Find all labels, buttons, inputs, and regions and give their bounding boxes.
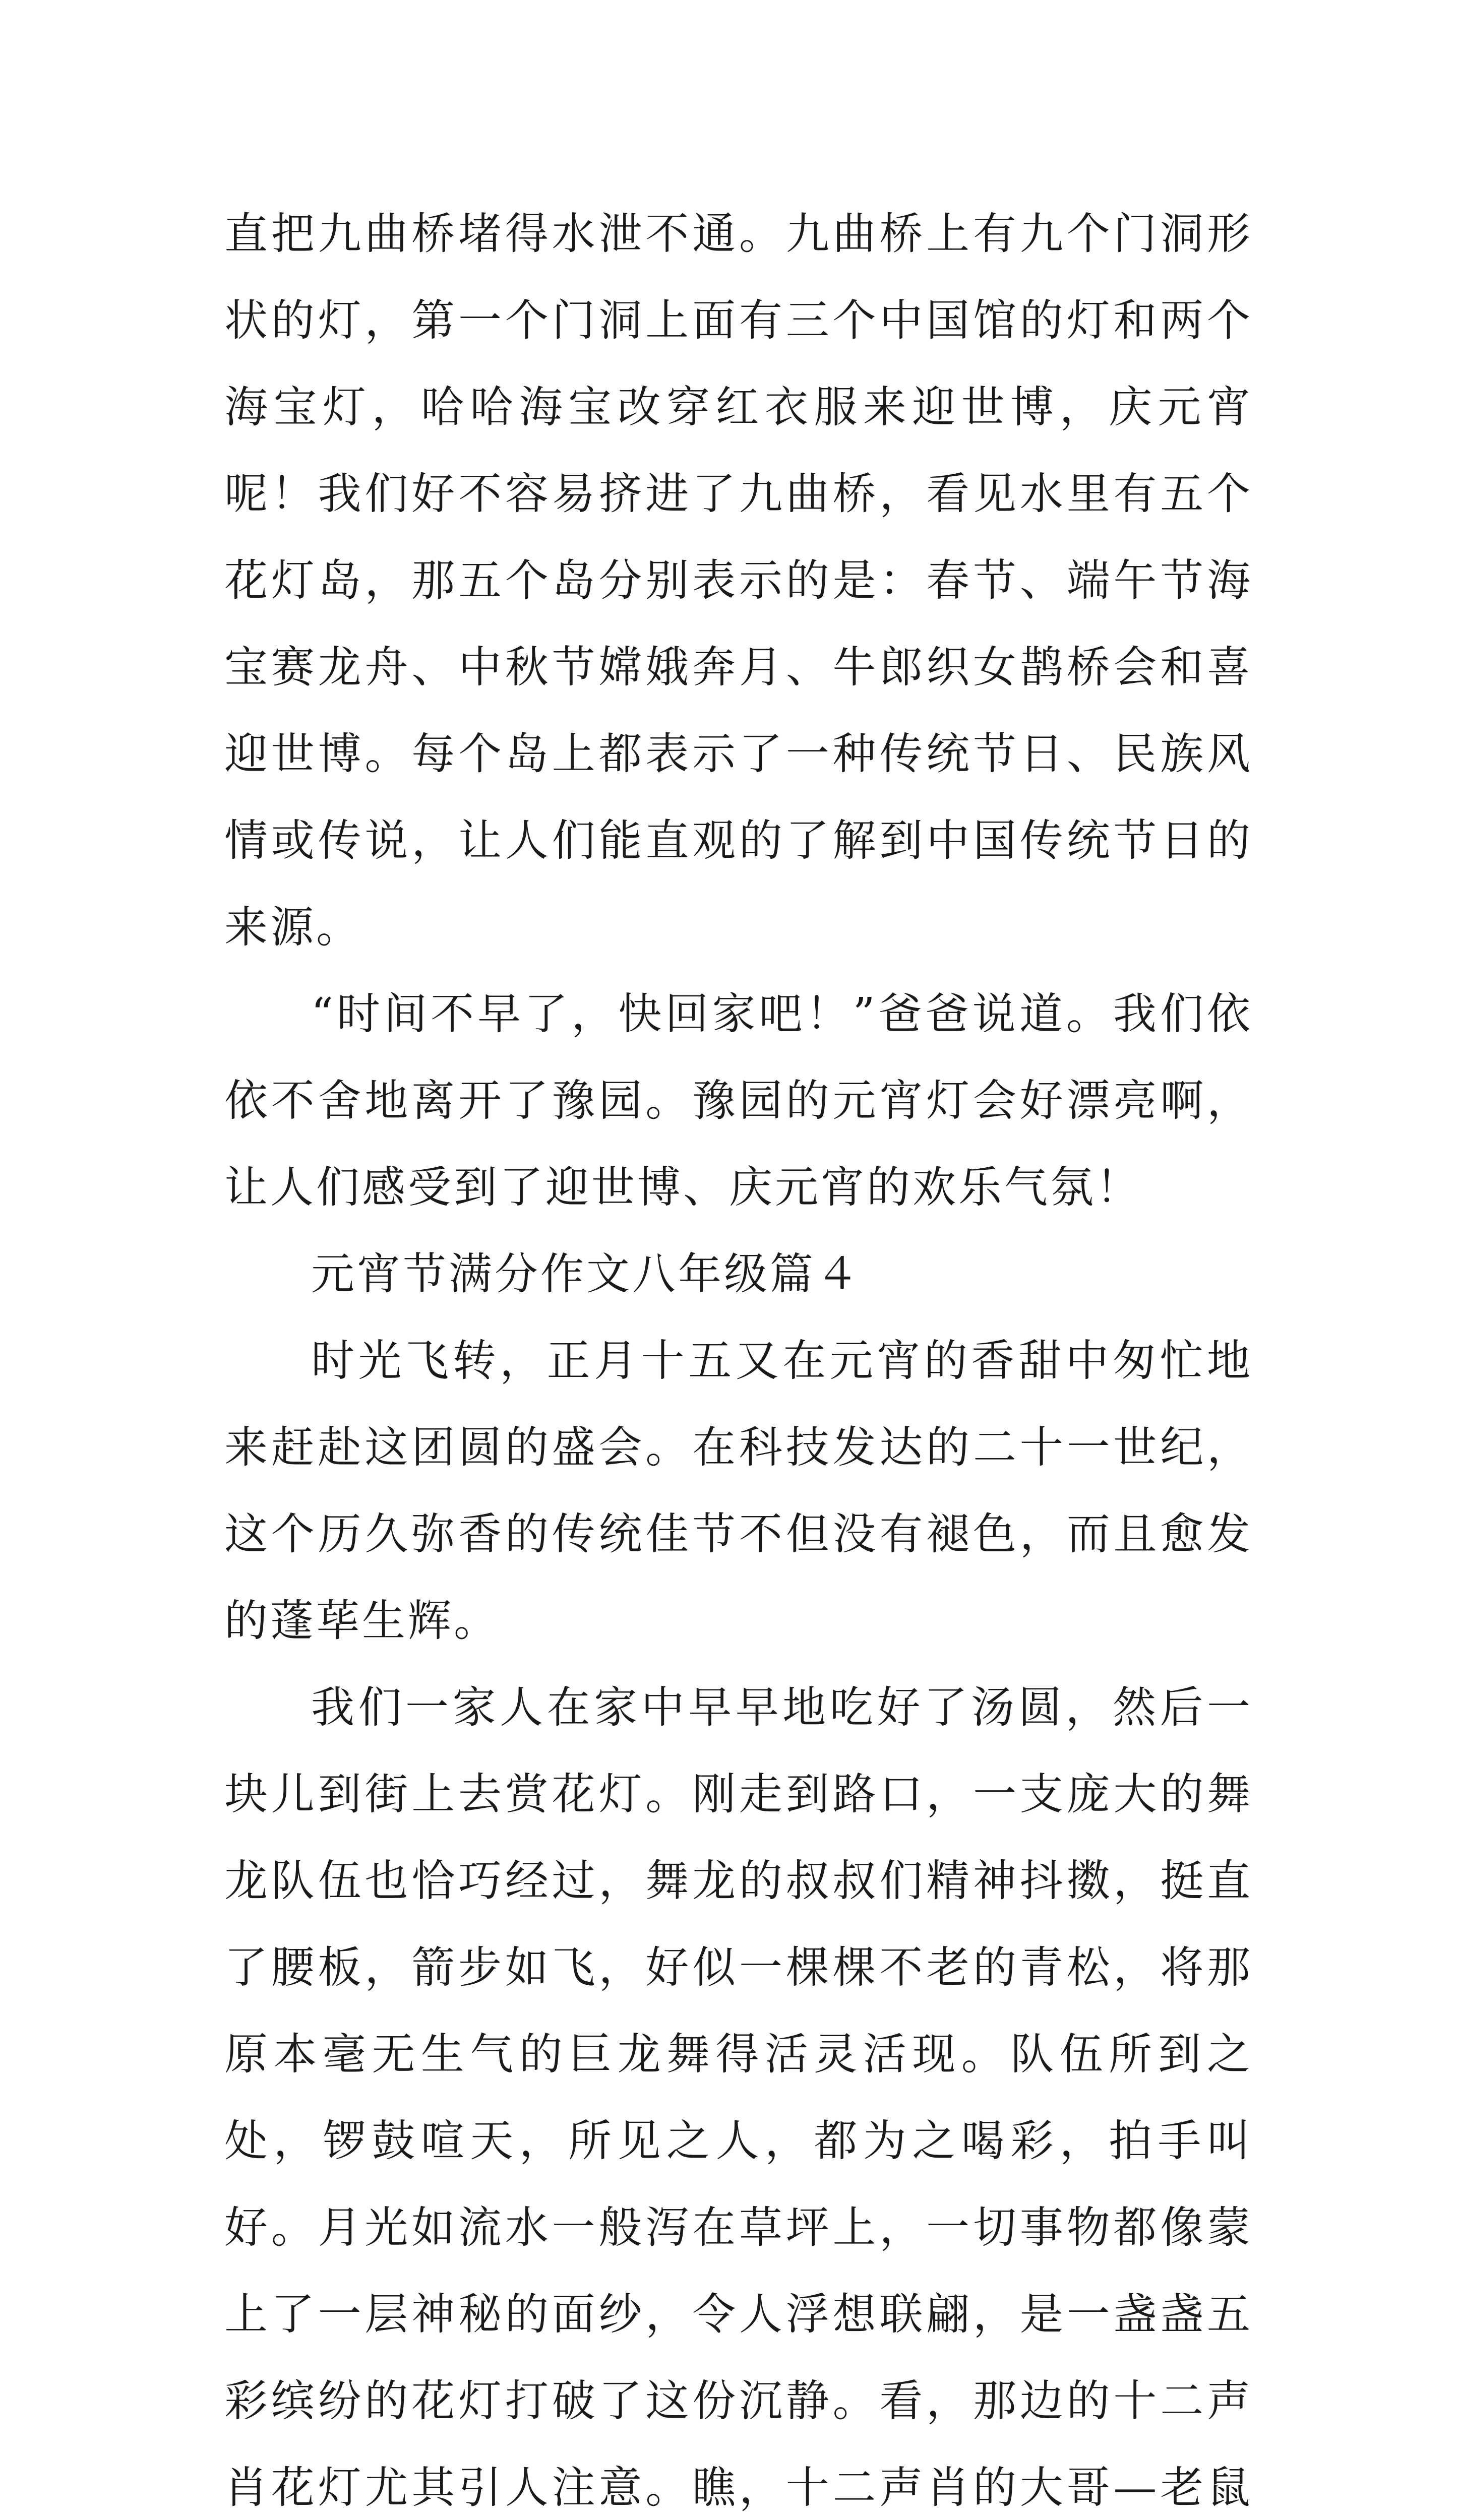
paragraph-1: 直把九曲桥堵得水泄不通。九曲桥上有九个门洞形状的灯，第一个门洞上面有三个中国馆的灯和两个海宝灯，哈哈海宝改穿红衣服来迎世博，庆元宵呢！我们好不容易挤进了九曲桥，看见水里有五个花灯岛，那五个岛分别表示的是：春节、端午节海宝赛龙舟、中秋节嫦娥奔月、牛郎织女鹊桥会和喜迎世博。每个岛上都表示了一种传统节日、民族风情或传说，让人们能直观的了解到中国传统节日的来源。 <box>224 209 1253 953</box>
paragraph-4: 我们一家人在家中早早地吃好了汤圆，然后一块儿到街上去赏花灯。刚走到路口，一支庞大的舞龙队伍也恰巧经过，舞龙的叔叔们精神抖擞，挺直了腰板，箭步如飞，好似一棵棵不老的青松，将那原本毫无生气的巨龙舞得活灵活现。队伍所到之处，锣鼓喧天，所见之人，都为之喝彩，拍手叫好。月光如流水一般泻在草坪上，一切事物都像蒙上了一层神秘的面纱，令人浮想联翩，是一盏盏五彩缤纷的花灯打破了这份沉静。看，那边的十二声肖花灯尤其引人注意。瞧，十二声肖的大哥—老鼠 <box>224 1682 1253 2513</box>
paragraph-2: “时间不早了，快回家吧！”爸爸说道。我们依依不舍地离开了豫园。豫园的元宵灯会好漂亮啊，让人们感受到了迎世博、庆元宵的欢乐气氛！ <box>224 989 1253 1213</box>
section-heading: 元宵节满分作文八年级篇４ <box>311 1249 862 1299</box>
document-body <box>224 191 1253 2520</box>
paragraph-3: 时光飞转，正月十五又在元宵的香甜中匆忙地来赶赴这团圆的盛会。在科技发达的二十一世纪，这个历久弥香的传统佳节不但没有褪色，而且愈发的蓬荜生辉。 <box>224 1336 1253 1646</box>
